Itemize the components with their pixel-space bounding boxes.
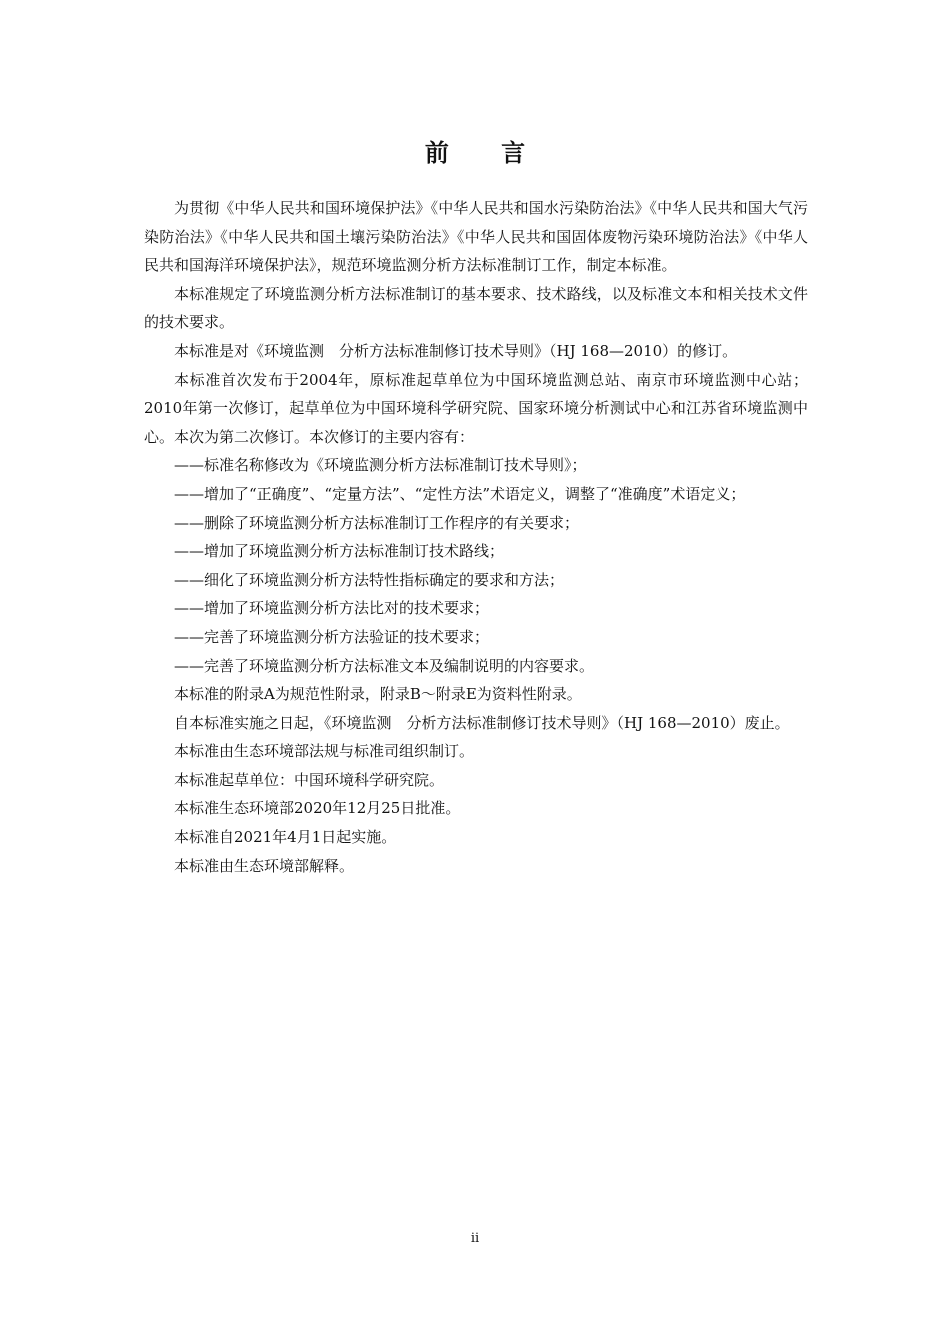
- document-body: [144, 194, 808, 880]
- paragraph-organizer: 本标准由生态环境部法规与标准司组织制订。: [174, 742, 475, 761]
- paragraph-revision-note: 本标准是对《环境监测 分析方法标准制修订技术导则》（HJ 168—2010）的修订。: [174, 341, 738, 360]
- revision-item: ——完善了环境监测分析方法验证的技术要求；: [174, 627, 490, 646]
- paragraph-purpose: 为贯彻《中华人民共和国环境保护法》《中华人民共和国水污染防治法》《中华人民共和国大气污染防治法》《中华人民共和国土壤污染防治法》《中华人民共和国固体废物污染环境防治法》《中华人民共和国海洋环境保护法》，规范环境监测分析方法标准制订工作，制定本标准。: [144, 199, 808, 275]
- paragraph-appendix: 本标准的附录A为规范性附录，附录B～附录E为资料性附录。: [174, 685, 582, 704]
- revision-list: [144, 451, 808, 680]
- revision-item: ——增加了“正确度”、“定量方法”、“定性方法”术语定义，调整了“准确度”术语定义；: [174, 484, 746, 503]
- revision-item: ——完善了环境监测分析方法标准文本及编制说明的内容要求。: [174, 656, 595, 675]
- paragraph-effective-date: 本标准自2021年4月1日起实施。: [174, 828, 397, 847]
- paragraph-approval: 本标准生态环境部2020年12月25日批准。: [174, 799, 461, 818]
- revision-item: ——增加了环境监测分析方法比对的技术要求；: [174, 599, 490, 618]
- revision-item: ——标准名称修改为《环境监测分析方法标准制订技术导则》；: [174, 456, 587, 475]
- revision-item: ——删除了环境监测分析方法标准制订工作程序的有关要求；: [174, 513, 580, 532]
- paragraph-repeal: 自本标准实施之日起，《环境监测 分析方法标准制修订技术导则》（HJ 168—2010）废止。: [174, 713, 790, 732]
- revision-item: ——增加了环境监测分析方法标准制订技术路线；: [174, 542, 505, 561]
- revision-item: ——细化了环境监测分析方法特性指标确定的要求和方法；: [174, 570, 565, 589]
- paragraph-scope: 本标准规定了环境监测分析方法标准制订的基本要求、技术路线，以及标准文本和相关技术文件的技术要求。: [144, 284, 808, 332]
- page-number: ii: [470, 1231, 480, 1246]
- paragraph-interpretation: 本标准由生态环境部解释。: [174, 856, 355, 875]
- page-title: 前 言: [424, 138, 548, 167]
- paragraph-drafting-unit: 本标准起草单位：中国环境科学研究院。: [174, 770, 445, 789]
- paragraph-history: 本标准首次发布于2004年，原标准起草单位为中国环境监测总站、南京市环境监测中心站；2010年第一次修订，起草单位为中国环境科学研究院、国家环境分析测试中心和江苏省环境监测中心。本次为第二次修订。本次修订的主要内容有：: [144, 370, 808, 446]
